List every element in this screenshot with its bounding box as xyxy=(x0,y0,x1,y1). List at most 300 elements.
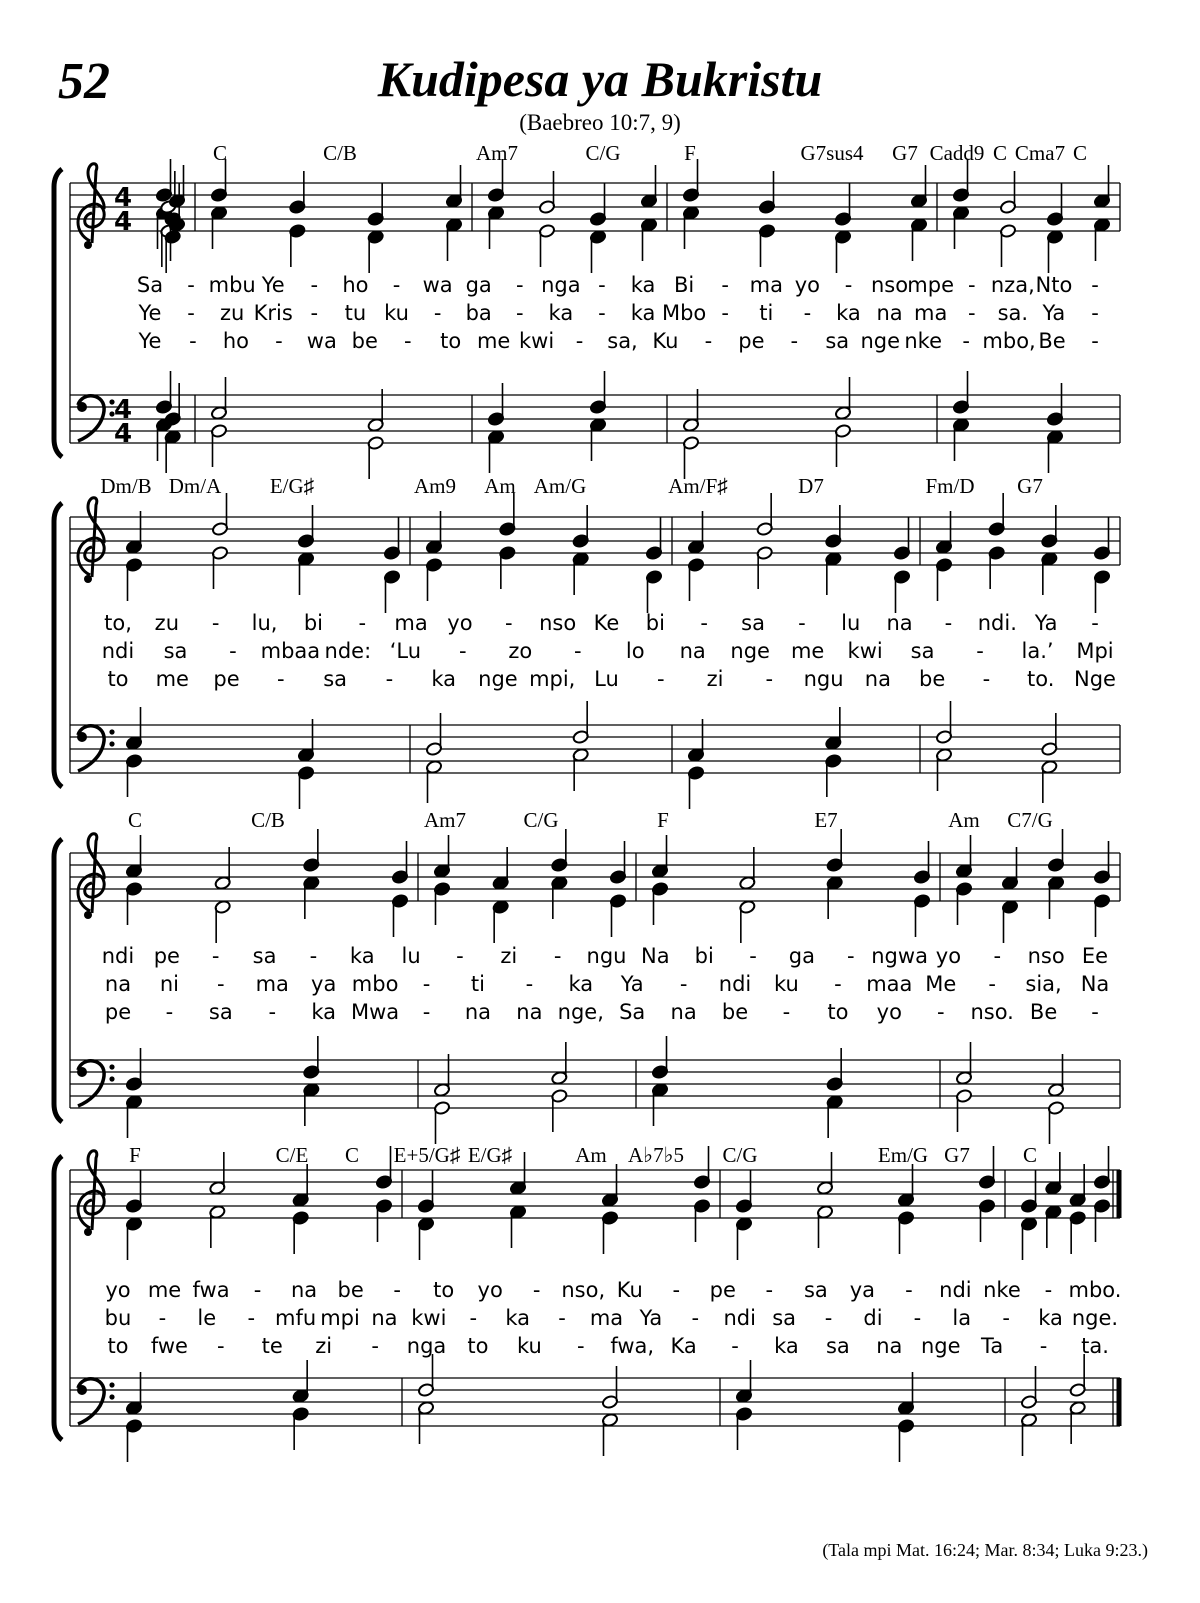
lyric-syllable: - xyxy=(358,611,367,635)
lyric-syllable: - xyxy=(277,667,285,691)
lyric-syllable: nge. xyxy=(1071,1306,1119,1330)
lyric-syllable: ka xyxy=(349,944,375,968)
lyric-syllable: - xyxy=(598,273,606,297)
lyric-syllable: yo xyxy=(935,944,962,968)
lyric-syllable: sa xyxy=(825,1334,850,1358)
lyric-syllable: be xyxy=(337,1278,364,1302)
lyric-syllable: wa xyxy=(306,329,337,353)
footer-cross-reference: (Tala mpi Mat. 16:24; Mar. 8:34; Luka 9:23.) xyxy=(822,1540,1148,1560)
chord-symbol: C7/G xyxy=(1007,808,1053,832)
lyric-syllable: ku xyxy=(774,972,799,996)
lyric-syllable: maa xyxy=(866,972,913,996)
lyric-syllable: Ku xyxy=(616,1278,643,1302)
lyric-syllable: - xyxy=(1091,301,1099,325)
lyric-syllable: te xyxy=(261,1334,283,1358)
lyric-syllable: di xyxy=(863,1306,883,1330)
chord-symbol: C xyxy=(127,808,143,832)
lyric-syllable: - xyxy=(824,1306,833,1330)
lyric-syllable: pe xyxy=(104,1000,132,1024)
lyric-syllable: lu xyxy=(401,944,421,968)
chord-symbol: C xyxy=(1022,1143,1038,1167)
lyric-syllable: - xyxy=(310,301,319,325)
lyric-syllable: - xyxy=(165,1000,174,1024)
staff-system-2 xyxy=(54,474,1120,809)
lyric-syllable: nso. xyxy=(970,1000,1014,1024)
lyric-syllable: Ka xyxy=(670,1334,697,1358)
lyric-syllable: - xyxy=(976,639,984,663)
lyric-syllable: - xyxy=(575,329,584,353)
lyric-syllable: sa xyxy=(323,667,348,691)
lyric-syllable: - xyxy=(1091,329,1099,353)
lyric-syllable: fwa, xyxy=(610,1334,655,1358)
lyric-syllable: - xyxy=(275,329,283,353)
lyric-syllable: - xyxy=(765,667,774,691)
lyric-syllable: - xyxy=(765,1278,774,1302)
lyric-syllable: nke xyxy=(983,1278,1021,1302)
lyric-syllable: Mbo xyxy=(661,301,707,325)
lyric-syllable: to xyxy=(107,667,129,691)
lyric-syllable: - xyxy=(515,301,524,325)
lyric-syllable: - xyxy=(268,1000,277,1024)
chord-symbol: Am xyxy=(575,1143,607,1167)
lyric-syllable: - xyxy=(691,1306,700,1330)
chord-symbol: C xyxy=(212,141,228,165)
chord-symbol: F xyxy=(657,808,669,832)
lyric-syllable: to xyxy=(827,1000,849,1024)
lyric-syllable: sa xyxy=(252,944,277,968)
lyric-syllable: Bi xyxy=(674,273,695,297)
chord-symbol: Am7 xyxy=(476,141,518,165)
lyric-syllable: na xyxy=(886,611,913,635)
lyric-syllable: nke xyxy=(904,329,943,353)
lyric-syllable: nge xyxy=(920,1334,961,1358)
lyric-syllable: Ku xyxy=(652,329,679,353)
lyric-syllable: - xyxy=(798,611,806,635)
lyric-syllable: Lu xyxy=(594,667,619,691)
lyric-syllable: - xyxy=(217,1334,225,1358)
lyric-syllable: - xyxy=(598,301,606,325)
lyric-syllable: - xyxy=(459,639,467,663)
lyric-syllable: - xyxy=(944,611,953,635)
lyric-syllable: ma xyxy=(394,611,428,635)
lyric-syllable: pe xyxy=(213,667,240,691)
lyric-syllable: Kris xyxy=(253,301,293,325)
lyric-syllable: nso xyxy=(1027,944,1065,968)
chord-symbol: A♭7♭5 xyxy=(628,1143,684,1167)
lyric-syllable: ku xyxy=(516,1334,542,1358)
lyric-syllable: - xyxy=(834,972,842,996)
lyric-syllable: ndi xyxy=(101,944,135,968)
lyric-syllable: - xyxy=(371,1334,379,1358)
lyric-syllable: mbaa xyxy=(260,639,321,663)
lyric-syllable: sa xyxy=(825,329,850,353)
lyric-syllable: - xyxy=(1091,1000,1099,1024)
lyric-syllable: yo xyxy=(794,273,821,297)
lyric-syllable: - xyxy=(505,611,513,635)
lyric-syllable: to xyxy=(440,329,462,353)
lyric-syllable: tu xyxy=(344,301,367,325)
chord-symbol: Am7 xyxy=(424,808,466,832)
bass-staff xyxy=(70,371,1120,479)
lyric-syllable: la.’ xyxy=(1021,639,1054,663)
lyric-syllable: Na xyxy=(1080,972,1110,996)
lyric-syllable: Ye xyxy=(261,273,285,297)
lyric-syllable: la xyxy=(952,1306,972,1330)
lyric-syllable: - xyxy=(936,1000,945,1024)
lyric-syllable: - xyxy=(721,273,730,297)
lyric-syllable: - xyxy=(656,667,665,691)
lyric-syllable: kwi xyxy=(847,639,883,663)
lyric-syllable: ma xyxy=(255,972,289,996)
chord-symbol: Am/G xyxy=(533,474,587,498)
lyric-syllable: - xyxy=(422,1000,431,1024)
lyric-syllable: nge xyxy=(478,667,518,691)
lyric-syllable: bi xyxy=(303,611,323,635)
treble-staff xyxy=(70,829,1120,943)
lyric-syllable: - xyxy=(1002,1306,1010,1330)
treble-staff xyxy=(70,493,1120,613)
lyric-syllable: ka xyxy=(431,667,457,691)
lyric-syllable: na xyxy=(291,1278,318,1302)
lyric-syllable: sa. xyxy=(997,301,1029,325)
lyric-syllable: lo xyxy=(625,639,645,663)
lyric-syllable: - xyxy=(967,301,976,325)
lyric-syllable: - xyxy=(1039,1334,1048,1358)
chord-symbol: G7 xyxy=(892,141,918,165)
lyric-syllable: - xyxy=(721,301,730,325)
lyric-syllable: - xyxy=(672,1278,681,1302)
chord-symbol: Am9 xyxy=(414,474,456,498)
lyric-syllable: ka xyxy=(568,972,594,996)
bass-staff xyxy=(70,701,1120,809)
lyric-syllable: Sa xyxy=(136,273,164,297)
lyric-syllable: fwe xyxy=(150,1334,188,1358)
lyric-syllable: pe xyxy=(738,329,765,353)
lyric-syllable: Ta xyxy=(981,1334,1004,1358)
chord-symbol: C/E xyxy=(275,1143,309,1167)
chord-symbol: Dm/A xyxy=(168,474,222,498)
lyric-syllable: nza, xyxy=(990,273,1035,297)
lyric-syllable: - xyxy=(229,639,237,663)
lyric-syllable: lu, xyxy=(251,611,278,635)
lyric-syllable: - xyxy=(1091,611,1099,635)
lyric-syllable: nso xyxy=(539,611,577,635)
lyric-syllable: mbo. xyxy=(1068,1278,1122,1302)
lyric-syllable: Me xyxy=(925,972,957,996)
lyric-syllable: ba xyxy=(465,301,492,325)
lyric-syllable: ta. xyxy=(1081,1334,1109,1358)
lyric-syllable: na xyxy=(104,972,132,996)
lyric-syllable: nga xyxy=(541,273,581,297)
lyric-syllable: - xyxy=(905,1278,913,1302)
lyric-syllable: ngu xyxy=(586,944,627,968)
lyric-syllable: Ya xyxy=(1034,611,1058,635)
lyric-syllable: - xyxy=(731,1334,739,1358)
lyric-syllable: to xyxy=(467,1334,489,1358)
staff-system-3 xyxy=(54,808,1120,1144)
chord-symbol: Am xyxy=(484,474,516,498)
treble-staff xyxy=(70,159,1120,273)
chord-symbol: G7 xyxy=(1017,474,1043,498)
chord-symbol: G7sus4 xyxy=(800,141,864,165)
lyric-syllable: - xyxy=(846,944,855,968)
lyric-syllable: Ya xyxy=(1042,301,1066,325)
lyric-syllable: - xyxy=(515,273,524,297)
lyric-syllable: ho xyxy=(222,329,249,353)
lyric-syllable: - xyxy=(782,1000,791,1024)
lyric-syllable: Nto xyxy=(1035,273,1073,297)
lyric-syllable: be xyxy=(919,667,946,691)
time-signature-bottom: 4 xyxy=(114,419,133,449)
time-signature-top: 4 xyxy=(114,183,133,213)
lyric-syllable: - xyxy=(967,273,976,297)
lyric-syllable: ngu xyxy=(803,667,844,691)
chord-symbol: Am/F♯ xyxy=(668,474,728,498)
lyric-syllable: - xyxy=(403,329,412,353)
lyric-syllable: yo xyxy=(447,611,473,635)
lyric-syllable: ka xyxy=(630,301,656,325)
lyric-syllable: ho xyxy=(342,273,369,297)
lyric-syllable: na xyxy=(464,1000,492,1024)
lyric-syllable: ka xyxy=(630,273,656,297)
lyric-syllable: - xyxy=(982,667,991,691)
lyric-syllable: mbu xyxy=(208,273,256,297)
lyric-syllable: sia, xyxy=(1025,972,1062,996)
lyric-syllable: sa xyxy=(910,639,935,663)
lyric-syllable: be xyxy=(351,329,378,353)
lyric-syllable: bi xyxy=(694,944,714,968)
lyric-syllable: ka xyxy=(836,301,861,325)
lyric-syllable: - xyxy=(532,1278,541,1302)
time-signature-top: 4 xyxy=(114,395,133,425)
lyric-syllable: bu xyxy=(104,1306,132,1330)
lyric-syllable: Ye xyxy=(138,301,162,325)
lyric-syllable: yo xyxy=(105,1278,131,1302)
lyric-syllable: ka xyxy=(548,301,574,325)
system-bracket xyxy=(54,839,62,1122)
chord-symbol: E/G♯ xyxy=(269,474,315,498)
lyric-syllable: mfu xyxy=(275,1306,317,1330)
lyric-syllable: nga xyxy=(406,1334,447,1358)
bass-staff xyxy=(70,1354,1120,1462)
lyric-syllable: ma xyxy=(913,301,948,325)
chord-symbol: E/G♯ xyxy=(467,1143,513,1167)
lyric-syllable: kwi xyxy=(411,1306,447,1330)
lyric-syllable: bi xyxy=(645,611,665,635)
lyric-syllable: yo xyxy=(477,1278,503,1302)
lyric-syllable: na xyxy=(876,301,903,325)
lyric-syllable: na xyxy=(679,639,706,663)
lyric-syllable: be xyxy=(721,1000,749,1024)
lyric-syllable: Ke xyxy=(593,611,620,635)
lyric-syllable: Sa xyxy=(619,1000,646,1024)
chord-symbol: C xyxy=(1072,141,1088,165)
lyric-syllable: - xyxy=(385,667,394,691)
lyric-syllable: - xyxy=(553,944,562,968)
lyric-syllable: to xyxy=(107,1334,129,1358)
lyric-syllable: pe xyxy=(709,1278,736,1302)
chord-symbol: C/B xyxy=(323,141,357,165)
lyric-syllable: to. xyxy=(1027,667,1055,691)
lyric-syllable: Mwa xyxy=(351,1000,400,1024)
lyric-syllable: ga xyxy=(788,944,816,968)
staff-system-4 xyxy=(54,1143,1121,1462)
lyric-syllable: - xyxy=(309,944,318,968)
lyric-syllable: wa xyxy=(422,273,453,297)
lyric-syllable: sa xyxy=(163,639,188,663)
lyric-syllable: - xyxy=(247,1306,256,1330)
lyric-syllable: ka xyxy=(1038,1306,1063,1330)
chord-symbol: E+5/G♯ xyxy=(393,1143,461,1167)
lyric-syllable: ndi xyxy=(939,1278,972,1302)
lyric-syllable: Ye xyxy=(138,329,162,353)
lyric-syllable: nso xyxy=(871,273,909,297)
lyric-syllable: - xyxy=(844,273,853,297)
lyric-syllable: ndi xyxy=(718,972,752,996)
chord-symbol: C/G xyxy=(523,808,559,832)
lyric-syllable: - xyxy=(988,972,996,996)
lyric-syllable: - xyxy=(392,273,401,297)
lyric-syllable: - xyxy=(1044,1278,1053,1302)
lyric-syllable: zi xyxy=(500,944,518,968)
lyric-syllable: me xyxy=(790,639,825,663)
lyric-syllable: Na xyxy=(641,944,670,968)
lyric-syllable: - xyxy=(253,1278,262,1302)
lyric-syllable: Ee xyxy=(1081,944,1109,968)
lyric-syllable: zi xyxy=(315,1334,333,1358)
lyric-syllable: - xyxy=(962,329,970,353)
chord-symbol: C/G xyxy=(722,1143,758,1167)
lyric-syllable: ti xyxy=(470,972,485,996)
lyric-syllable: - xyxy=(433,301,442,325)
lyric-syllable: ka xyxy=(311,1000,337,1024)
chord-symbol: Fm/D xyxy=(925,474,975,498)
lyric-syllable: mpi, xyxy=(529,667,576,691)
lyric-syllable: - xyxy=(310,273,319,297)
lyric-syllable: me xyxy=(476,329,511,353)
lyric-syllable: - xyxy=(469,1306,478,1330)
lyric-syllable: zu xyxy=(220,301,245,325)
lyric-syllable: na xyxy=(876,1334,903,1358)
hymn-number: 52 xyxy=(58,53,110,110)
lyric-syllable: - xyxy=(993,944,1002,968)
lyric-syllable: Mpi xyxy=(1076,639,1114,663)
chord-symbol: F xyxy=(684,141,696,165)
lyric-syllable: - xyxy=(803,301,812,325)
hymn-title: Kudipesa ya Bukristu xyxy=(377,51,823,107)
chord-symbol: C/B xyxy=(251,808,285,832)
chord-symbol: Dm/B xyxy=(100,474,152,498)
lyric-syllable: - xyxy=(187,273,195,297)
lyric-syllable: - xyxy=(573,639,582,663)
lyric-syllable: ma xyxy=(589,1306,624,1330)
lyric-syllable: - xyxy=(525,972,534,996)
lyric-syllable: sa, xyxy=(607,329,638,353)
lyric-syllable: ndi xyxy=(101,639,135,663)
lyric-syllable: ka xyxy=(774,1334,799,1358)
lyric-syllable: Ya xyxy=(620,972,644,996)
lyric-syllable: ti xyxy=(759,301,774,325)
lyric-syllable: zu xyxy=(154,611,180,635)
lyric-syllable: mbo, xyxy=(982,329,1036,353)
lyric-syllable: Be xyxy=(1029,1000,1058,1024)
chord-symbol: Cadd9 xyxy=(929,141,985,165)
lyric-syllable: mpi xyxy=(320,1306,360,1330)
chord-symbol: E7 xyxy=(814,808,838,832)
lyric-syllable: sa xyxy=(772,1306,797,1330)
lyric-syllable: ngwa xyxy=(871,944,928,968)
lyric-syllable: - xyxy=(217,972,225,996)
lyric-syllable: me xyxy=(147,1278,182,1302)
lyric-syllable: mpe xyxy=(907,273,955,297)
lyric-syllable: nge xyxy=(730,639,770,663)
lyric-syllable: na xyxy=(670,1000,697,1024)
lyric-syllable: - xyxy=(211,944,220,968)
lyric-syllable: ka xyxy=(505,1306,531,1330)
lyric-syllable: - xyxy=(422,972,431,996)
lyric-syllable: na xyxy=(371,1306,398,1330)
lyric-syllable: ya xyxy=(311,972,337,996)
lyric-syllable: ndi xyxy=(723,1306,756,1330)
lyric-syllable: kwi xyxy=(519,329,555,353)
lyric-syllable: lu xyxy=(841,611,861,635)
lyric-syllable: - xyxy=(749,944,757,968)
lyric-syllable: na xyxy=(516,1000,543,1024)
lyric-syllable: - xyxy=(211,611,220,635)
lyric-syllable: pe xyxy=(153,944,180,968)
lyric-syllable: - xyxy=(577,1334,585,1358)
lyric-syllable: fwa xyxy=(192,1278,230,1302)
lyric-syllable: - xyxy=(704,329,713,353)
lyric-syllable: to xyxy=(433,1278,455,1302)
lyric-syllable: ga xyxy=(465,273,492,297)
lyric-syllable: zo xyxy=(508,639,533,663)
chord-symbol: F xyxy=(129,1143,141,1167)
lyric-syllable: mbo xyxy=(351,972,399,996)
lyric-syllable: - xyxy=(558,1306,566,1330)
lyric-syllable: - xyxy=(913,1306,922,1330)
lyric-syllable: sa xyxy=(208,1000,233,1024)
chord-symbol: C/G xyxy=(585,141,621,165)
chord-symbol: G7 xyxy=(944,1143,970,1167)
staff-system-1 xyxy=(54,141,1120,479)
bass-staff xyxy=(70,1036,1120,1144)
lyric-syllable: Ya xyxy=(639,1306,663,1330)
chord-symbol: C xyxy=(992,141,1008,165)
lyric-syllable: Be xyxy=(1038,329,1066,353)
lyric-syllable: - xyxy=(189,329,197,353)
lyric-syllable: yo xyxy=(876,1000,902,1024)
lyric-syllable: nde: xyxy=(324,639,372,663)
lyric-syllable: zi xyxy=(706,667,724,691)
lyric-syllable: - xyxy=(158,1306,167,1330)
lyric-syllable: nge xyxy=(860,329,901,353)
chord-symbol: Cma7 xyxy=(1014,141,1066,165)
lyric-syllable: - xyxy=(187,301,195,325)
lyric-syllable: sa xyxy=(803,1278,828,1302)
system-bracket xyxy=(54,169,62,457)
scripture-reference: (Baebreo 10:7, 9) xyxy=(519,110,681,135)
lyric-syllable: Nge xyxy=(1074,667,1116,691)
lyric-syllable: na xyxy=(864,667,891,691)
time-signature-bottom: 4 xyxy=(114,207,133,237)
lyric-syllable: - xyxy=(393,1278,401,1302)
system-bracket xyxy=(54,1156,62,1440)
lyric-syllable: - xyxy=(679,972,688,996)
chord-symbol: D7 xyxy=(798,474,824,498)
lyric-syllable: nge, xyxy=(557,1000,604,1024)
lyric-syllable: ‘Lu xyxy=(389,639,422,663)
